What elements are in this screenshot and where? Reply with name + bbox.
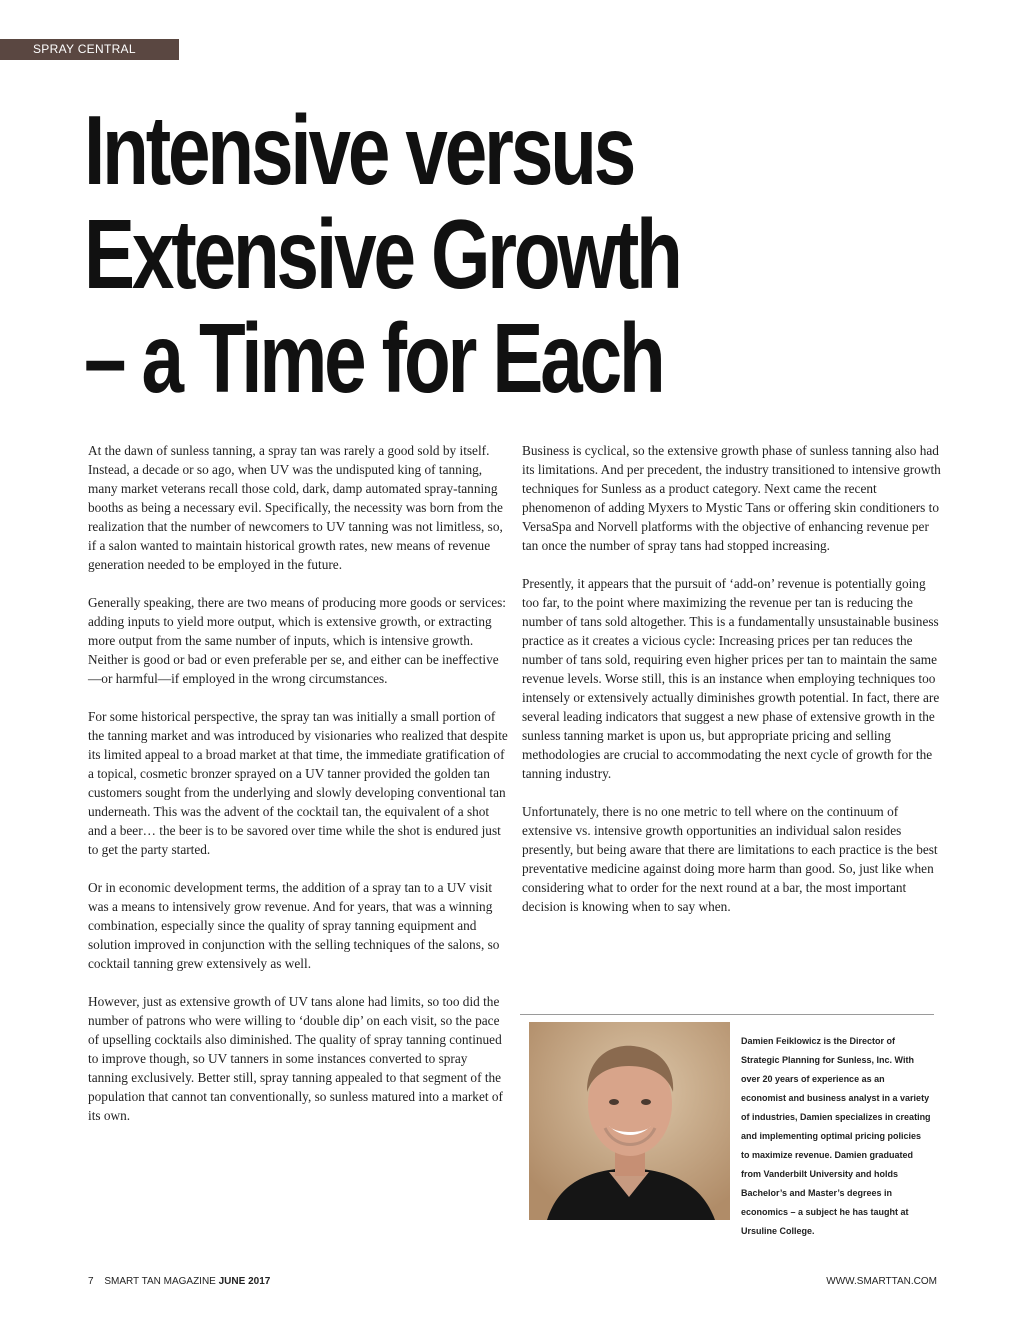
paragraph: Presently, it appears that the pursuit of ‘add-on’ revenue is potentially going too far, to the point where maximizing the revenue per tan is reducing the number of tans sold altogether. This is a fundamentally unsustainable business practice as it creates a vicious cycle: Increasing prices per tan reduces the number of tans sold, requiring even higher prices per tan to maintain the same revenue levels. Worse still, this is an instance when employing techniques too intensely or extensively actually diminishes growth potential. In fact, there are several leading indicators that suggest a new phase of extensive growth in the sunless tanning market is upon us, but appropriate pricing and selling methodologies are crucial to accommodating the next cycle of growth for the tanning industry. [522,576,940,781]
footer-publication [88,1276,270,1287]
issue-date: JUNE 2017 [218,1276,271,1287]
paragraph: Unfortunately, there is no one metric to tell where on the continuum of extensive vs. intensive growth opportunities an individual salon resides presently, but being aware that there are limitations to each practice is the best preventative medicine against doing more harm than good. So, just like when considering what to order for the next round at a bar, the most important decision is knowing when to say when. [522,804,938,914]
footer-website: WWW.SMARTTAN.COM [826,1276,937,1287]
article-right-column [522,441,942,916]
headline-line-2: Extensive Growth [84,199,680,309]
magazine-name: SMART TAN MAGAZINE [104,1276,216,1287]
article-headline [84,95,786,413]
article-left-column [88,441,510,1125]
section-tag: SPRAY CENTRAL [0,39,179,60]
paragraph: For some historical perspective, the spray tan was initially a small portion of the tanning market and was introduced by visionaries who realized that despite its limited appeal to a broad market at that time, the immediate gratification of a topical, cosmetic bronzer sprayed on a UV tanner provided the golden tan customers sought from the underlying and slowly developing conventional tan underneath. This was the advent of the cocktail tan, the equivalent of a shot and a beer… the beer is to be savored over time while the shot is endured just to get the party started. [88,709,508,857]
paragraph: However, just as extensive growth of UV tans alone had limits, so too did the number of patrons who were willing to ‘double dip’ on each visit, so the pace of upselling cocktails also diminished. The quality of spray tanning continued to improve though, so UV tanners in some instances converted to spray tanning exclusively. Better still, spray tanning appealed to that segment of the population that cannot tan conventionally, so sunless matured into a market of its own. [88,994,503,1123]
paragraph: At the dawn of sunless tanning, a spray tan was rarely a good sold by itself. Instead, a decade or so ago, when UV was the undisputed king of tanning, many market veterans recall those cold, dark, damp automated spray-tanning booths as being a necessary evil. Specifically, the necessity was born from the realization that the number of newcomers to UV tanning was not limitless, so, if a salon wanted to maintain historical growth rates, new means of revenue generation needed to be employed in the future. [88,443,503,572]
headline-line-3: – a Time for Each [84,303,663,413]
headline-line-1: Intensive versus [84,95,634,205]
paragraph: Generally speaking, there are two means of producing more goods or services: adding inputs to yield more output, which is extensive growth, or extracting more output from the same number of inputs, which is intensive growth. Neither is good or bad or even preferable per se, and either can be ineffective—or harmful—if employed in the wrong circumstances. [88,595,506,686]
paragraph: Or in economic development terms, the addition of a spray tan to a UV visit was a means to intensively grow revenue. And for years, that was a winning combination, especially since the quality of spray tanning equipment and solution improved in conjunction with the selling techniques of the salons, so cocktail tanning grew extensively as well. [88,880,500,971]
author-bio-text: Damien Feiklowicz is the Director of Strategic Planning for Sunless, Inc. With over 20 years of experience as an economist and business analyst in a variety of industries, Damien specializes in creating and implementing optimal pricing policies to maximize revenue. Damien graduated from Vanderbilt University and holds Bachelor’s and Master’s degrees in economics – a subject he has taught at Ursuline College. [741,1036,931,1236]
author-portrait-illustration [529,1022,730,1220]
page-number: 7 [88,1276,94,1287]
paragraph: Business is cyclical, so the extensive growth phase of sunless tanning also had its limitations. And per precedent, the industry transitioned to intensive growth techniques for Sunless as a product category. Next came the recent phenomenon of adding Myxers to Mystic Tans or offering skin conditioners to VersaSpa and Norvell platforms with the objective of enhancing revenue per tan once the number of spray tans had stopped increasing. [522,443,941,553]
author-bio-box [520,1014,934,1236]
author-photo [529,1022,730,1220]
